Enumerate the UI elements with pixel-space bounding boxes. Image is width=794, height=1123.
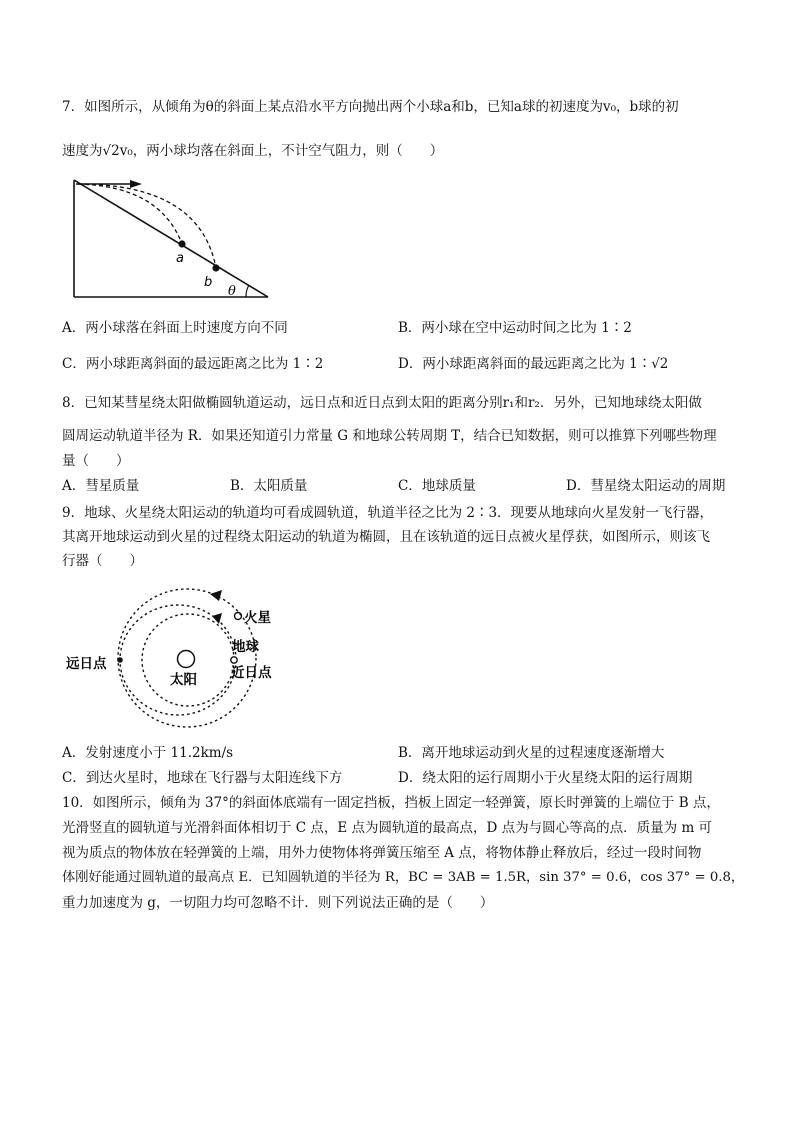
q8-stem-line2: 圆周运动轨道半径为 R．如果还知道引力常量 G 和地球公转周期 T，结合已知数据，则可以推算下列哪些物理 [62, 428, 717, 444]
q7-incline-figure [70, 176, 275, 302]
q9-label-aphelion: 远日点 [66, 656, 107, 672]
q7-label-a: a [176, 251, 184, 266]
q7-option-d: D．两小球距离斜面的最远距离之比为 1∶√2 [398, 356, 669, 372]
q10-stem-line1: 10．如图所示，倾角为 37°的斜面体底端有一固定挡板，挡板上固定一轻弹簧，原长时弹簧的上端位于 B 点， [62, 795, 720, 811]
q7-option-a: A．两小球落在斜面上时速度方向不同 [62, 320, 288, 336]
q9-label-perihelion: 近日点 [231, 665, 272, 681]
q8-option-d: D．彗星绕太阳运动的周期 [566, 478, 726, 494]
q9-option-c: C．到达火星时，地球在飞行器与太阳连线下方 [62, 770, 343, 786]
q9-option-b: B．离开地球运动到火星的过程速度逐渐增大 [398, 745, 665, 761]
q7-label-theta: θ [228, 284, 236, 299]
q9-label-earth: 地球 [232, 639, 259, 655]
q9-label-mars: 火星 [244, 610, 271, 626]
q8-option-b: B．太阳质量 [230, 478, 308, 494]
q9-orbit-figure [62, 580, 302, 740]
q9-option-d: D．绕太阳的运行周期小于火星绕太阳的运行周期 [398, 770, 693, 786]
q8-option-c: C．地球质量 [398, 478, 476, 494]
q7-label-b: b [204, 275, 213, 290]
q8-stem-line3: 量（ ） [62, 453, 130, 469]
q10-stem-line3: 视为质点的物体放在轻弹簧的上端，用外力使物体将弹簧压缩至 A 点，将物体静止释放后，经过一段时间物 [62, 845, 702, 861]
q9-option-a: A．发射速度小于 11.2km/s [62, 745, 234, 761]
q7-option-b: B．两小球在空中运动时间之比为 1∶2 [398, 320, 632, 336]
q7-stem-line2: 速度为√2v₀，两小球均落在斜面上，不计空气阻力，则（ ） [62, 143, 444, 159]
q7-stem-line1: 7．如图所示，从倾角为θ的斜面上某点沿水平方向抛出两个小球a和b，已知a球的初速度为v₀，b球的初 [62, 99, 679, 115]
q9-stem-line2: 其离开地球运动到火星的过程绕太阳运动的轨道为椭圆，且在该轨道的远日点被火星俘获，如图所示，则该飞 [62, 529, 710, 545]
q10-stem-line4: 体刚好能通过圆轨道的最高点 E．已知圆轨道的半径为 R，BC = 3AB = 1.5R，sin 37° = 0.6，cos 37° = 0.8， [62, 870, 745, 885]
q8-stem-line1: 8．已知某彗星绕太阳做椭圆轨道运动，远日点和近日点到太阳的距离分别r₁和r₂．另外，已知地球绕太阳做 [62, 395, 702, 411]
q9-stem-line3: 行器（ ） [62, 553, 143, 569]
q9-stem-line1: 9．地球、火星绕太阳运动的轨道均可看成圆轨道，轨道半径之比为 2∶3．现要从地球向火星发射一飞行器， [62, 505, 714, 521]
q10-stem-line5: 重力加速度为 g，一切阻力均可忽略不计．则下列说法正确的是（ ） [62, 895, 494, 911]
q9-label-sun: 太阳 [170, 672, 197, 688]
q7-option-c: C．两小球距离斜面的最远距离之比为 1∶2 [62, 356, 324, 372]
q10-stem-line2: 光滑竖直的圆轨道与光滑斜面体相切于 C 点，E 点为圆轨道的最高点，D 点为与圆心等高的点．质量为 m 可 [62, 820, 713, 836]
q8-option-a: A．彗星质量 [62, 478, 140, 494]
